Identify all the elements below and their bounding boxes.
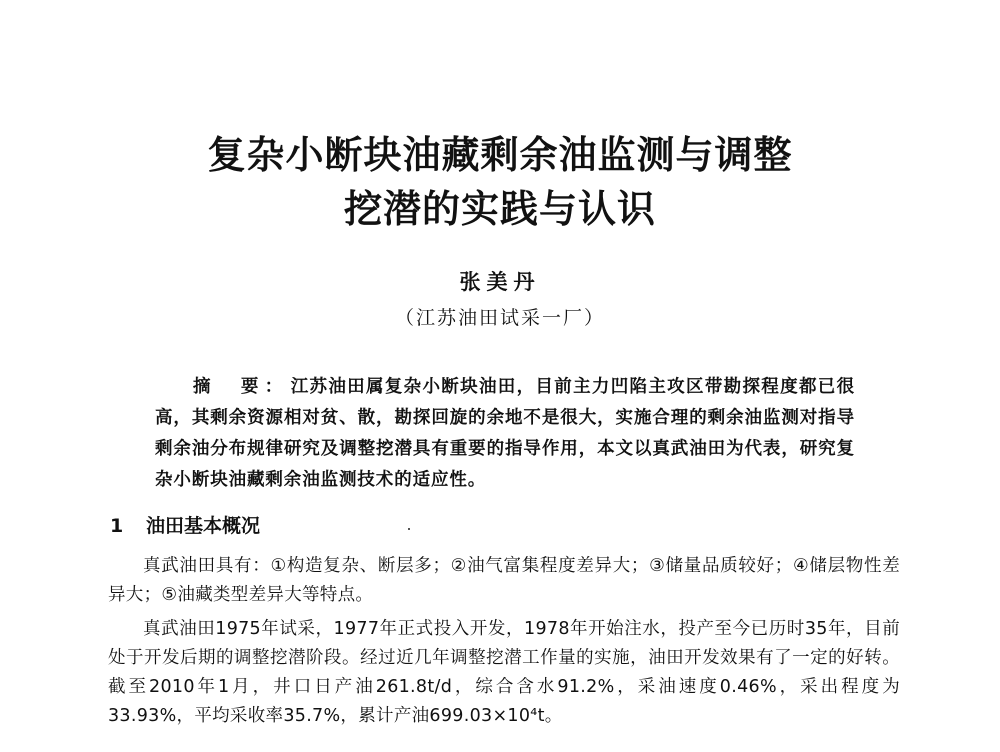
author-affiliation: （江苏油田试采一厂）: [394, 307, 605, 329]
title-line-2: 挖潜的实践与认识: [343, 186, 656, 231]
paragraph: 真武油田1975年试采，1977年正式投入开发，1978年开始注水，投产至今已历时35年，目前处于开发后期的调整挖潜阶段。经过近几年调整挖潜工作量的实施，油田开发效果有了一定的好转。截至2010年1月，井口日产油261.8t/d，综合含水91.2%，采油速度0.46%，采出程度为33.93%，平均采收率35.7%，累计产油699.03×10⁴t。: [108, 619, 900, 726]
abstract-label: 摘 要：: [193, 377, 289, 397]
author-name: 张美丹: [459, 269, 541, 294]
section-heading: [110, 511, 260, 538]
paper-title: [0, 128, 1000, 236]
section-title: 油田基本概况: [146, 515, 261, 537]
abstract-text: 江苏油田属复杂小断块油田，目前主力凹陷主攻区带勘探程度都已很高，其剩余资源相对贫、散，勘探回旋的余地不是很大，实施合理的剩余油监测对指导剩余油分布规律研究及调整挖潜具有重要的指导作用，本文以真武油田为代表，研究复杂小断块油藏剩余油监测技术的适应性。: [155, 377, 856, 490]
abstract: [155, 372, 855, 496]
scan-speck: [408, 528, 410, 530]
section-body: [108, 552, 900, 736]
title-line-1: 复杂小断块油藏剩余油监测与调整: [207, 132, 793, 177]
paragraph: 真武油田具有：①构造复杂、断层多；②油气富集程度差异大；③储量品质较好；④储层物性差异大；⑤油藏类型差异大等特点。: [108, 556, 900, 605]
section-number: 1: [110, 515, 124, 537]
